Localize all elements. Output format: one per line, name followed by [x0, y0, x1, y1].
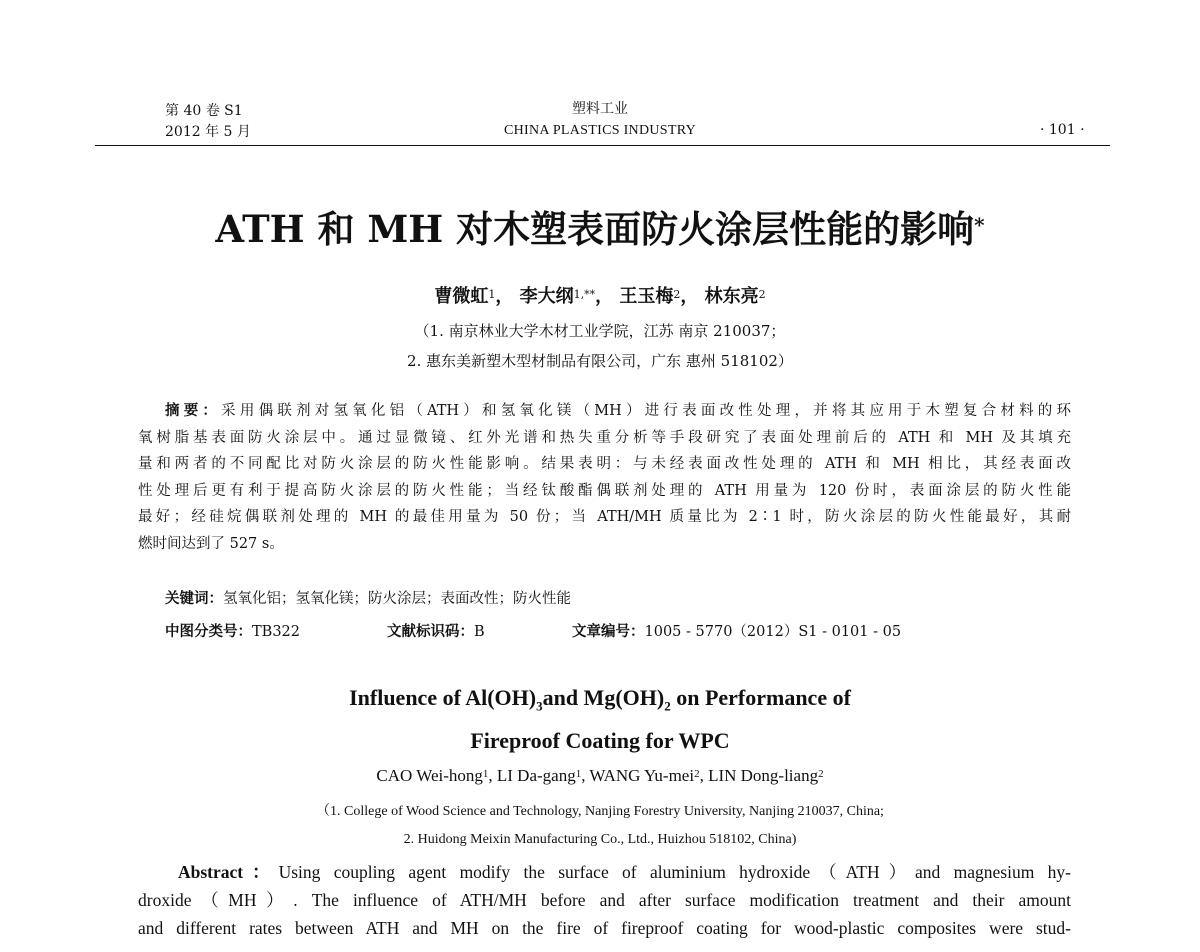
header-journal-cn: 塑料工业 — [572, 101, 628, 117]
page-title-cn — [0, 205, 1200, 253]
article-label: 文章编号： — [572, 623, 645, 640]
abstract-cn-line: 燃时间达到了 527 s。 — [138, 535, 284, 552]
clc-code — [165, 621, 300, 643]
abstract-en-line — [138, 858, 1071, 886]
header-rule — [95, 145, 1110, 146]
header-page-number: · 101 · — [1040, 122, 1085, 138]
keywords-cn — [165, 588, 571, 610]
author-en-sup: 2 — [694, 768, 700, 780]
keywords-label: 关键词： — [165, 590, 223, 607]
author-en-sup: 2 — [818, 768, 824, 780]
abstract-cn-text: 采用偶联剂对氢氧化铝（ATH）和氢氧化镁（MH）进行表面改性处理，并将其应用于木塑复合材料的环 — [221, 403, 1072, 419]
abstract-cn-line: 量和两者的不同配比对防火涂层的防火性能影响。结果表明：与未经表面改性处理的 ATH 和 MH 相比，其经表面改 — [138, 456, 1071, 472]
authors-en: CAO Wei-hong$^1$, LI Da-gang$^1$, WANG Yu-mei$^2$, LIN Dong-liang$^2$ — [376, 766, 824, 785]
affiliation-en-1: （1. College of Wood Science and Technology, Nanjing Forestry University, Nanjing 210037, China; — [316, 804, 884, 819]
affiliation-en-2: 2. Huidong Meixin Manufacturing Co., Ltd., Huizhou 518102, China) — [403, 832, 797, 847]
author-cn: 林东亮 — [704, 286, 759, 307]
authors-cn: 曹微虹$^1$， 李大纲$^{1,**}$， 王玉梅$^2$， 林东亮$^2$ — [434, 286, 766, 307]
author-cn: 李大纲 — [519, 286, 574, 307]
abstract-en — [138, 858, 1071, 942]
article-number — [572, 621, 901, 643]
doc-value: B — [474, 624, 485, 640]
author-cn: 王玉梅 — [619, 286, 674, 307]
author-cn-sup: 2 — [673, 288, 681, 301]
header-date: 2012 年 5 月 — [165, 124, 251, 140]
title-en-sub: 3 — [536, 698, 543, 714]
abstract-cn-label: 摘要： — [165, 402, 222, 419]
author-cn-sup: 2 — [758, 288, 766, 301]
abstract-en-line: droxide（MH）. The influence of ATH/MH before and after surface modification treatment and their amount — [138, 890, 1071, 910]
title-footnote-mark: * — [974, 213, 985, 237]
abstract-cn-line: 最好；经硅烷偶联剂处理的 MH 的最佳用量为 50 份；当 ATH/MH 质量比为 2∶1 时，防火涂层的防火性能最好，其耐 — [138, 509, 1071, 525]
author-cn-sup: 1,** — [573, 288, 596, 301]
title-en-line-1 — [0, 683, 1200, 721]
title-en-sub: 2 — [664, 698, 671, 714]
affiliation-cn-1: （1. 南京林业大学木材工业学院，江苏 南京 210037； — [414, 322, 786, 340]
affiliation-cn-2: 2. 惠东美新塑木型材制品有限公司，广东 惠州 518102） — [407, 352, 793, 370]
abstract-cn-line — [138, 398, 1071, 425]
abstract-en-text: Using coupling agent modify the surface of aluminium hydroxide（ATH）and magnesium hy- — [278, 862, 1072, 882]
abstract-cn — [138, 398, 1071, 557]
author-en-sup: 1 — [575, 768, 582, 780]
document-code — [387, 621, 485, 643]
abstract-cn-line: 性处理后更有利于提高防火涂层的防火性能；当经钛酸酯偶联剂处理的 ATH 用量为 120 份时，表面涂层的防火性能 — [138, 482, 1071, 499]
header-volume: 第 40 卷 S1 — [165, 103, 243, 119]
author-cn-sup: 1 — [488, 288, 496, 301]
doc-label: 文献标识码： — [387, 623, 474, 640]
author-en: CAO Wei-hong — [376, 766, 483, 785]
abstract-cn-line: 氧树脂基表面防火涂层中。通过显微镜、红外光谱和热失重分析等手段研究了表面处理前后的 ATH 和 MH 及其填充 — [138, 429, 1071, 446]
header-journal-en: CHINA PLASTICS INDUSTRY — [503, 123, 697, 138]
title-en-part: on Performance of — [670, 685, 851, 710]
abstract-en-line: and different rates between ATH and MH on the fire of fireproof coating for wood-plastic composites were stud- — [138, 918, 1071, 938]
keywords-text: 氢氧化铝；氢氧化镁；防火涂层；表面改性；防火性能 — [223, 591, 571, 607]
author-en: LI Da-gang — [496, 766, 576, 785]
title-cn-text: ATH 和 MH 对木塑表面防火涂层性能的影响 — [215, 207, 975, 251]
author-en: WANG Yu-mei — [589, 766, 695, 785]
clc-value: TB322 — [252, 624, 301, 640]
title-en-part: and Mg(OH) — [542, 685, 665, 710]
author-en-sup: 1 — [482, 768, 489, 780]
article-value: 1005 - 5770（2012）S1 - 0101 - 05 — [644, 624, 902, 640]
title-en-line-2: Fireproof Coating for WPC — [470, 728, 730, 753]
title-en-part: Influence of Al(OH) — [349, 685, 537, 710]
author-cn: 曹微虹 — [434, 286, 489, 307]
clc-label: 中图分类号： — [165, 623, 252, 640]
abstract-en-label: Abstract： — [178, 862, 279, 882]
author-en: LIN Dong-liang — [708, 766, 819, 785]
